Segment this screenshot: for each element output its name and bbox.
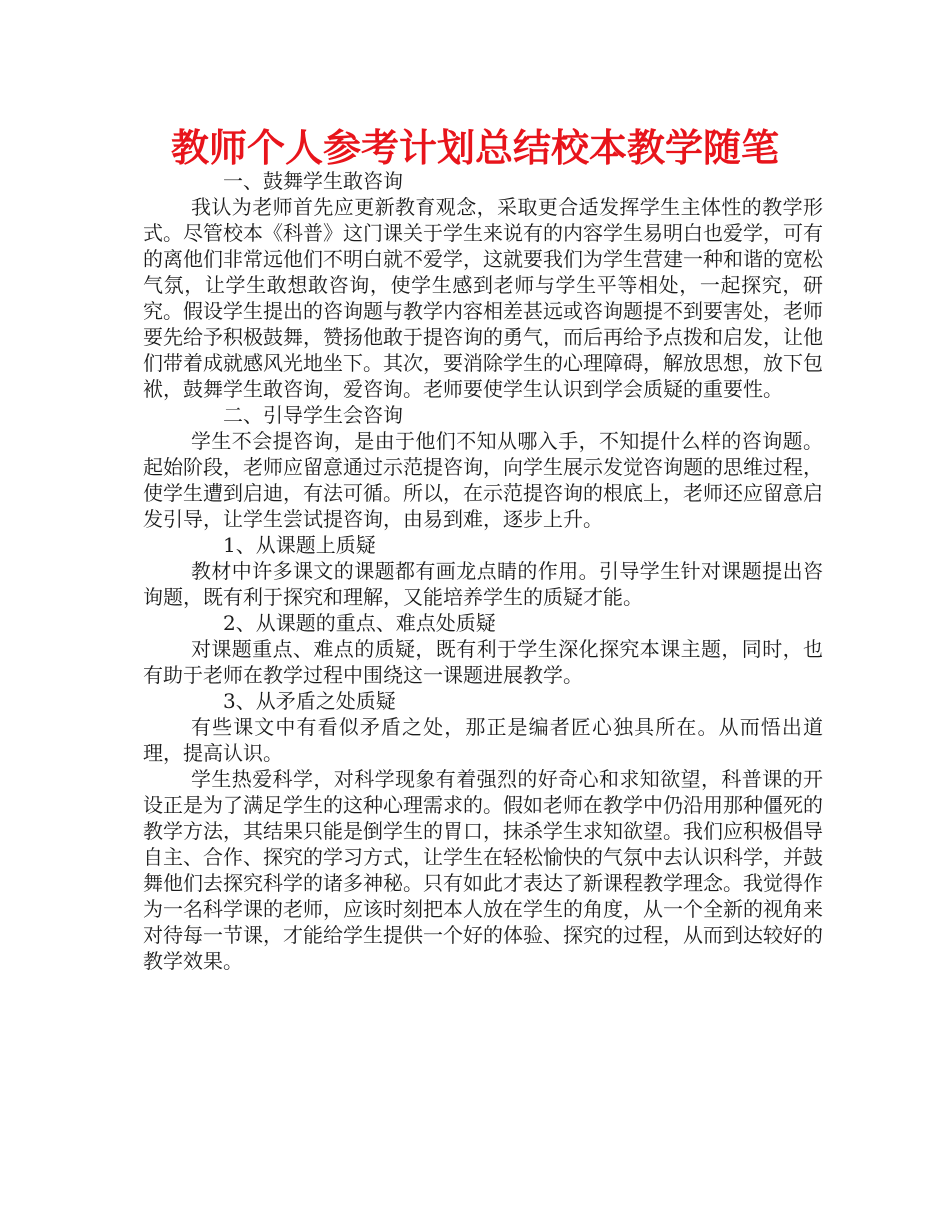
paragraph-6: 学生热爱科学，对科学现象有着强烈的好奇心和求知欲望，科普课的开设正是为了满足学生的这种心理需求的。假如老师在教学中仍沿用那种僵死的教学方法，其结果只能是倒学生的胃口，抹杀学生求知欲望。我们应积极倡导自主、合作、探究的学习方式，让学生在轻松愉快的气氛中去认识科学，并鼓舞他们去探究科学的诸多神秘。只有如此才表达了新课程教学理念。我觉得作为一名科学课的老师，应该时刻把本人放在学生的角度，从一个全新的视角来对待每一节课，才能给学生提供一个好的体验、探究的过程，从而到达较好的教学效果。 <box>143 767 823 973</box>
paragraph-2: 学生不会提咨询，是由于他们不知从哪入手，不知提什么样的咨询题。起始阶段，老师应留意通过示范提咨询，向学生展示发觉咨询题的思维过程，使学生遭到启迪，有法可循。所以，在示范提咨询的根底上，老师还应留意启发引导，让学生尝试提咨询，由易到难，逐步上升。 <box>143 429 823 531</box>
section-heading-1: 一、鼓舞学生敢咨询 <box>223 169 403 193</box>
document-title: 教师个人参考计划总结校本教学随笔 <box>170 126 779 170</box>
paragraph-5: 有些课文中有看似矛盾之处，那正是编者匠心独具所在。从而悟出道理，提高认识。 <box>143 715 823 765</box>
paragraph-1: 我认为老师首先应更新教育观念，采取更合适发挥学生主体性的教学形式。尽管校本《科普》这门课关于学生来说有的内容学生易明白也爱学，可有的离他们非常远他们不明白就不爱学，这就要我们为学生营建一种和谐的宽松气氛，让学生敢想敢咨询，使学生感到老师与学生平等相处，一起探究，研究。假设学生提出的咨询题与教学内容相差甚远或咨询题提不到要害处，老师要先给予积极鼓舞，赞扬他敢于提咨询的勇气，而后再给予点拨和启发，让他们带着成就感风光地坐下。其次，要消除学生的心理障碍，解放思想，放下包袱，鼓舞学生敢咨询，爱咨询。老师要使学生认识到学会质疑的重要性。 <box>143 195 823 401</box>
section-heading-2: 二、引导学生会咨询 <box>223 403 403 427</box>
paragraph-3: 教材中许多课文的课题都有画龙点睛的作用。引导学生针对课题提出咨询题，既有利于探究和理解，又能培养学生的质疑才能。 <box>143 559 823 609</box>
paragraph-4: 对课题重点、难点的质疑，既有利于学生深化探究本课主题，同时，也有助于老师在教学过程中围绕这一课题进展教学。 <box>143 637 823 687</box>
subsection-heading-2: 2、从课题的重点、难点处质疑 <box>223 611 496 635</box>
subsection-heading-1: 1、从课题上质疑 <box>223 533 376 557</box>
subsection-heading-3: 3、从矛盾之处质疑 <box>223 689 396 713</box>
document-body <box>143 168 823 974</box>
